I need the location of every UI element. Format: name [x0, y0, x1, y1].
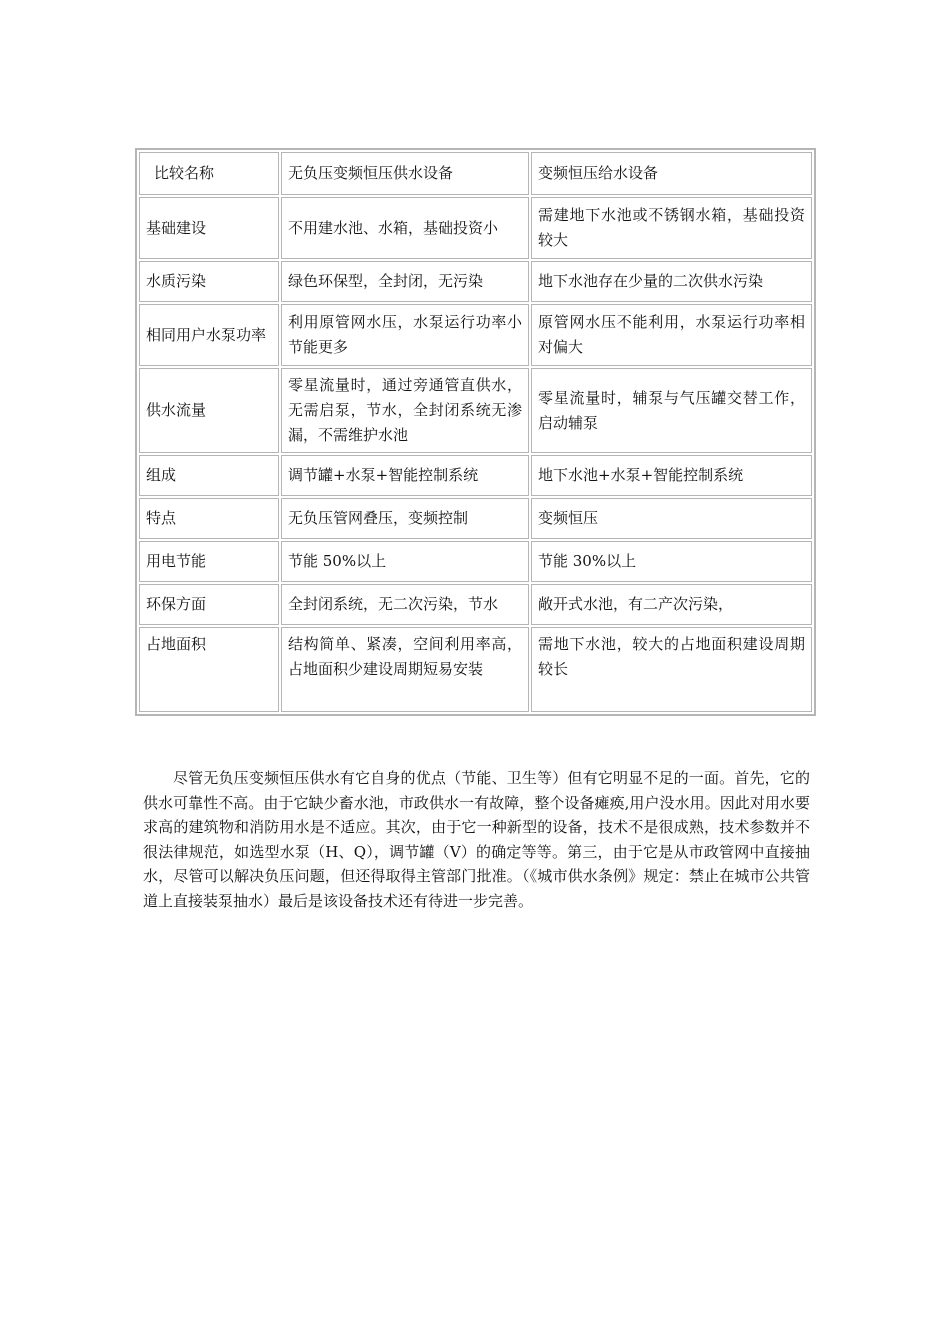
row-label: 特点	[139, 498, 279, 539]
table-row	[139, 584, 812, 625]
table-row	[139, 455, 812, 496]
row-label: 组成	[139, 455, 279, 496]
row-label: 相同用户水泵功率	[139, 304, 279, 366]
header-cell-name: 比较名称	[139, 152, 279, 195]
row-cell: 地下水池存在少量的二次供水污染	[531, 261, 812, 302]
row-cell: 不用建水池、水箱，基础投资小	[281, 197, 529, 259]
row-cell: 地下水池+水泵+智能控制系统	[531, 455, 812, 496]
comparison-table	[135, 148, 816, 716]
row-cell: 节能 30%以上	[531, 541, 812, 582]
row-cell: 零星流量时，辅泵与气压罐交替工作，启动辅泵	[531, 368, 812, 453]
row-label: 水质污染	[139, 261, 279, 302]
row-cell: 变频恒压	[531, 498, 812, 539]
row-cell: 利用原管网水压，水泵运行功率小节能更多	[281, 304, 529, 366]
row-label: 用电节能	[139, 541, 279, 582]
header-cell-variable-frequency: 变频恒压给水设备	[531, 152, 812, 195]
table-row	[139, 498, 812, 539]
row-label: 占地面积	[139, 627, 279, 712]
row-cell: 敞开式水池，有二产次污染，	[531, 584, 812, 625]
row-cell: 需建地下水池或不锈钢水箱，基础投资较大	[531, 197, 812, 259]
table-row	[139, 541, 812, 582]
table-row	[139, 627, 812, 712]
table-row	[139, 197, 812, 259]
table-row	[139, 304, 812, 366]
row-label: 环保方面	[139, 584, 279, 625]
table-row	[139, 261, 812, 302]
row-cell: 零星流量时，通过旁通管直供水，无需启泵，节水，全封闭系统无渗漏，不需维护水池	[281, 368, 529, 453]
row-cell: 全封闭系统，无二次污染，节水	[281, 584, 529, 625]
row-cell: 原管网水压不能利用，水泵运行功率相对偏大	[531, 304, 812, 366]
table-row	[139, 368, 812, 453]
header-cell-no-negative-pressure: 无负压变频恒压供水设备	[281, 152, 529, 195]
row-label: 基础建设	[139, 197, 279, 259]
body-paragraph: 尽管无负压变频恒压供水有它自身的优点（节能、卫生等）但有它明显不足的一面。首先，它的供水可靠性不高。由于它缺少畜水池，市政供水一有故障，整个设备瘫痪,用户没水用。因此对用水要求高的建筑物和消防用水是不适应。其次，由于它一种新型的设备，技术不是很成熟，技术参数并不很法律规范，如选型水泵（H、Q），调节罐（V）的确定等等。第三，由于它是从市政管网中直接抽水，尽管可以解决负压问题，但还得取得主管部门批准。（《城市供水条例》规定：禁止在城市公共管道上直接装泵抽水）最后是该设备技术还有待进一步完善。	[143, 769, 810, 910]
table-header-row	[139, 152, 812, 195]
row-label: 供水流量	[139, 368, 279, 453]
row-cell: 需地下水池，较大的占地面积建设周期较长	[531, 627, 812, 712]
row-cell: 调节罐+水泵+智能控制系统	[281, 455, 529, 496]
row-cell: 节能 50%以上	[281, 541, 529, 582]
row-cell: 绿色环保型，全封闭，无污染	[281, 261, 529, 302]
row-cell: 无负压管网叠压，变频控制	[281, 498, 529, 539]
row-cell: 结构简单、紧凑，空间利用率高，占地面积少建设周期短易安装	[281, 627, 529, 712]
